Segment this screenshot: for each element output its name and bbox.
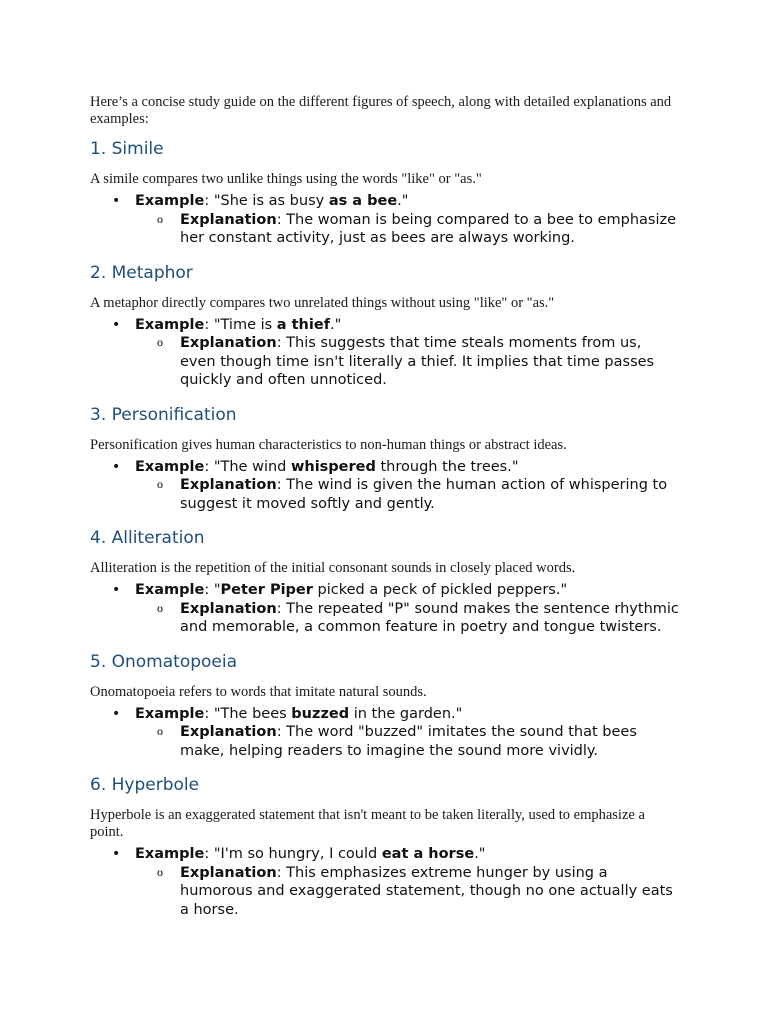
explanation-text: : The repeated "P" sound makes the sentence rhythmic and memorable, a common feature in poetry and tongue twisters. [180, 600, 679, 635]
sub-bullet-icon: o [157, 864, 163, 879]
sub-bullet-icon: o [157, 211, 163, 226]
bullet-icon: • [112, 705, 121, 722]
example-text-bold: a thief [276, 316, 330, 333]
bullet-icon: • [112, 193, 121, 209]
section-heading: 2. Metaphor [90, 262, 193, 283]
example-text-pre: : "Time is [204, 316, 277, 333]
section-definition: Alliteration is the repetition of the initial consonant sounds in closely placed words. [90, 560, 576, 576]
explanation-label: Explanation [180, 864, 277, 881]
bullet-icon: • [112, 582, 121, 598]
example-item [90, 458, 680, 477]
explanation-item [90, 334, 680, 390]
example-text-bold: Peter Piper [220, 582, 313, 598]
example-item [90, 192, 680, 211]
example-text-post: picked a peck of pickled peppers." [312, 582, 568, 598]
example-label: Example [135, 316, 205, 333]
section-3 [90, 404, 680, 514]
explanation-item [90, 600, 680, 637]
section-definition: Hyperbole is an exaggerated statement that isn't meant to be taken literally, used to emphasize a point. [90, 807, 645, 840]
example-item [90, 581, 680, 600]
example-text-post: ." [330, 316, 342, 333]
section-heading: 4. Alliteration [90, 528, 205, 548]
explanation-label: Explanation [180, 335, 277, 351]
sections-container [90, 138, 680, 919]
section-definition: Personification gives human characteristics to non-human things or abstract ideas. [90, 436, 567, 453]
example-label: Example [135, 582, 205, 598]
bullet-icon: • [112, 458, 121, 475]
example-item [90, 316, 680, 335]
example-text-bold: buzzed [291, 705, 350, 722]
bullet-icon: • [112, 846, 121, 862]
section-2 [90, 262, 680, 390]
example-item [90, 845, 680, 864]
section-4 [90, 527, 680, 637]
section-definition: Onomatopoeia refers to words that imitate natural sounds. [90, 683, 427, 700]
sub-bullet-icon: o [157, 724, 163, 738]
explanation-item [90, 864, 680, 920]
example-text-pre: : " [204, 582, 221, 598]
example-text-post: in the garden." [349, 705, 463, 722]
example-text-post: ." [397, 193, 409, 209]
intro-paragraph: Here’s a concise study guide on the different figures of speech, along with detailed explanations and examples: [90, 94, 672, 127]
explanation-text: : This emphasizes extreme hunger by using a humorous and exaggerated statement, though no one actually eats a horse. [180, 864, 673, 918]
example-text-post: through the trees." [375, 458, 519, 475]
explanation-text: : This suggests that time steals moments from us, even though time isn't literally a thief. It implies that time passes quickly and often unnoticed. [180, 335, 655, 388]
example-item [90, 705, 680, 724]
sub-bullet-icon: o [157, 600, 163, 615]
example-text-pre: : "She is as busy [204, 193, 329, 209]
explanation-text: : The word "buzzed" imitates the sound that bees make, helping readers to imagine the sound more vividly. [180, 724, 637, 759]
explanation-label: Explanation [180, 724, 277, 740]
example-text-pre: : "The bees [204, 705, 292, 722]
section-definition: A metaphor directly compares two unrelated things without using "like" or "as." [90, 294, 555, 311]
explanation-item [90, 476, 680, 513]
example-text-post: ." [474, 846, 486, 862]
section-heading: 5. Onomatopoeia [90, 651, 238, 672]
explanation-label: Explanation [180, 211, 277, 228]
example-text-pre: : "The wind [204, 458, 291, 475]
explanation-label: Explanation [180, 477, 277, 493]
sub-bullet-icon: o [157, 477, 163, 491]
example-text-bold: whispered [290, 458, 376, 475]
explanation-item [90, 723, 680, 760]
explanation-item [90, 211, 680, 248]
example-text-pre: : "I'm so hungry, I could [204, 846, 382, 862]
explanation-label: Explanation [180, 600, 277, 617]
section-definition: A simile compares two unlike things using the words "like" or "as." [90, 171, 482, 187]
section-heading: 3. Personification [90, 404, 237, 425]
section-heading: 6. Hyperbole [90, 775, 200, 795]
section-heading: 1. Simile [90, 139, 164, 159]
example-text-bold: as a bee [328, 193, 398, 209]
example-label: Example [135, 705, 205, 722]
example-label: Example [135, 458, 205, 475]
example-label: Example [135, 193, 205, 209]
bullet-icon: • [112, 316, 121, 333]
explanation-text: : The woman is being compared to a bee to emphasize her constant activity, just as bees are always working. [180, 211, 677, 246]
explanation-text: : The wind is given the human action of whispering to suggest it moved softly and gently. [180, 477, 668, 512]
example-label: Example [135, 846, 205, 862]
sub-bullet-icon: o [157, 335, 163, 349]
section-5 [90, 651, 680, 761]
example-text-bold: eat a horse [381, 846, 475, 862]
document-page [90, 94, 680, 933]
section-6 [90, 774, 680, 919]
section-1 [90, 138, 680, 248]
